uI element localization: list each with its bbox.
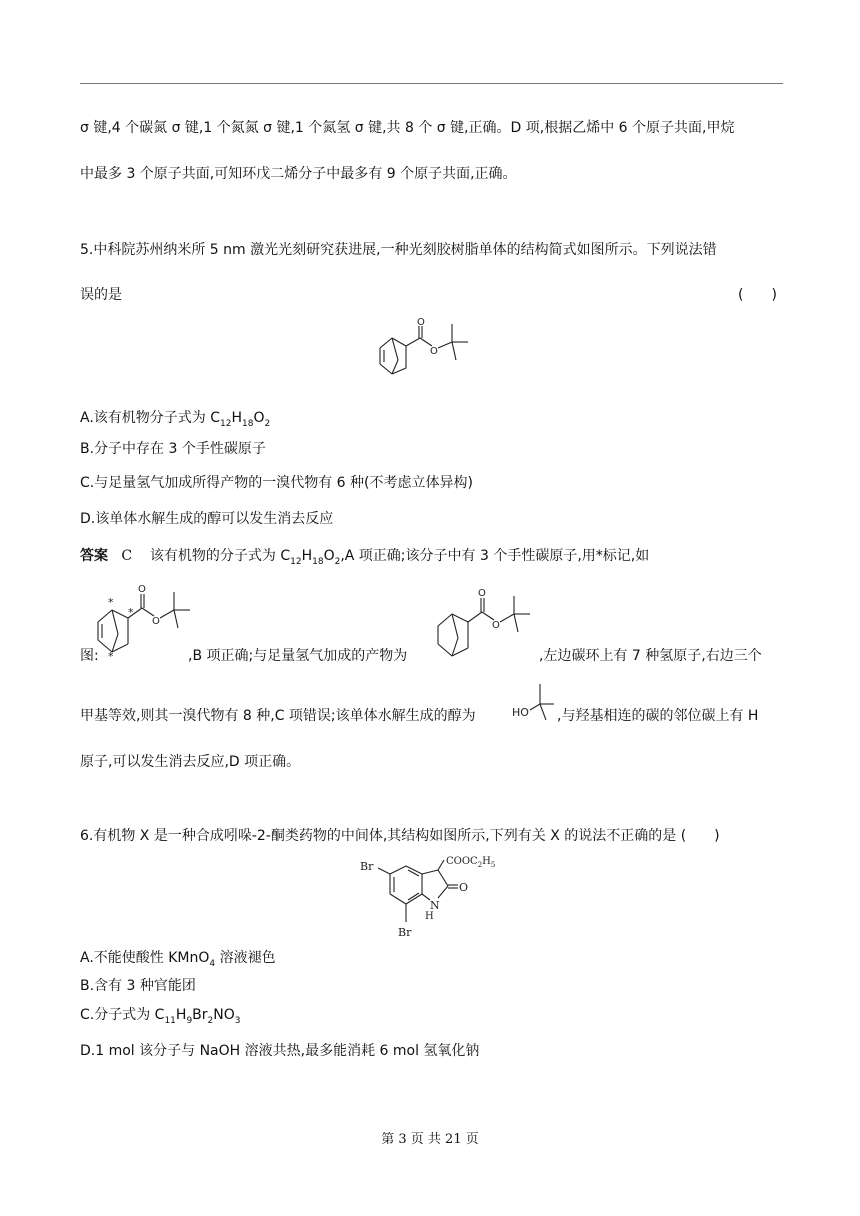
q6-stem: 6.有机物 X 是一种合成吲哚-2-酮类药物的中间体,其结构如图所示,下列有关 X 的说法不正确的是 ( ) [80, 828, 720, 844]
q6-ester-label: $COOC_2H_5$ [446, 856, 496, 869]
q5-option-d: D.该单体水解生成的醇可以发生消去反应 [80, 511, 334, 527]
q6-option-a: A.不能使酸性 KMnO$_4$ 溶液褪色 [80, 950, 276, 969]
q5-chiral-structure-image [90, 574, 200, 663]
q6-br-bottom: Br [398, 926, 412, 939]
q6-structure-image [358, 852, 518, 948]
q5-option-b: B.分子中存在 3 个手性碳原子 [80, 441, 266, 457]
q5-answer-paren: ( ) [738, 287, 777, 303]
q6-n-label: N [430, 899, 440, 912]
q5-hydrogenated-structure-image [430, 578, 540, 662]
chiral-star-1: * [108, 596, 114, 609]
q6-o-label: O [459, 881, 469, 894]
q6-br-top: Br [360, 860, 374, 873]
q5-answer-line-2c: ,左边碳环上有 7 种氢原子,右边三个 [539, 648, 762, 664]
q5-answer-line-4: 原子,可以发生消去反应,D 项正确。 [80, 754, 301, 770]
chiral-struct-o: O [138, 584, 146, 595]
q5-alcohol-structure-image [512, 676, 558, 724]
q5-option-a: A.该有机物分子式为 $C_{12}H_{18}O_2$ [80, 410, 271, 429]
chiral-star-3: * [108, 650, 114, 663]
chiral-star-2: * [128, 606, 134, 619]
q5-struct-o2-label: O [430, 346, 438, 357]
prev-answer-line-2: 中最多 3 个原子共面,可知环戊二烯分子中最多有 9 个原子共面,正确。 [80, 166, 517, 182]
q5-stem-line-2: 误的是 [80, 287, 122, 303]
prev-answer-line-1: σ 键,4 个碳氮 σ 键,1 个氮氮 σ 键,1 个氮氢 σ 键,共 8 个 σ 键,正确。D 项,根据乙烯中 6 个原子共面,甲烷 [80, 120, 735, 136]
chiral-struct-o2: O [152, 616, 160, 627]
q5-option-c: C.与足量氢气加成所得产物的一溴代物有 6 种(不考虑立体异构) [80, 475, 473, 491]
q5-answer-line-3a: 甲基等效,则其一溴代物有 8 种,C 项错误;该单体水解生成的醇为 [80, 708, 476, 724]
answer-key: C [121, 548, 133, 564]
q6-option-b: B.含有 3 种官能团 [80, 978, 196, 994]
q5-answer-line-2b: ,B 项正确;与足量氢气加成的产物为 [188, 648, 408, 664]
header-rule [80, 83, 783, 84]
q6-option-d: D.1 mol 该分子与 NaOH 溶液共热,最多能消耗 6 mol 氢氧化钠 [80, 1043, 480, 1059]
q5-structure-image [372, 316, 492, 386]
q6-option-c: C.分子式为 $C_{11}H_9Br_2NO_3$ [80, 1007, 241, 1026]
hydro-struct-o: O [478, 588, 486, 599]
q5-struct-o-label: O [417, 317, 425, 328]
hydro-struct-o2: O [492, 620, 500, 631]
q5-answer-line-3b: ,与羟基相连的碳的邻位碳上有 H [557, 708, 759, 724]
alcohol-ho-label: HO [512, 706, 529, 719]
page-footer: 第 3 页 共 21 页 [381, 1132, 479, 1147]
q6-nh-label: H [425, 911, 434, 922]
q5-answer-line-1: 答案 C 该有机物的分子式为 $C_{12}H_{18}O_2,A$ 项正确;该分子中有 3 个手性碳原子,用*标记,如 [80, 548, 650, 567]
q5-stem-line-1: 5.中科院苏州纳米所 5 nm 激光光刻研究获进展,一种光刻胶树脂单体的结构简式如图所示。下列说法错 [80, 242, 717, 258]
q5-answer-line-2a: 图: [80, 648, 99, 664]
answer-label: 答案 [80, 548, 108, 564]
